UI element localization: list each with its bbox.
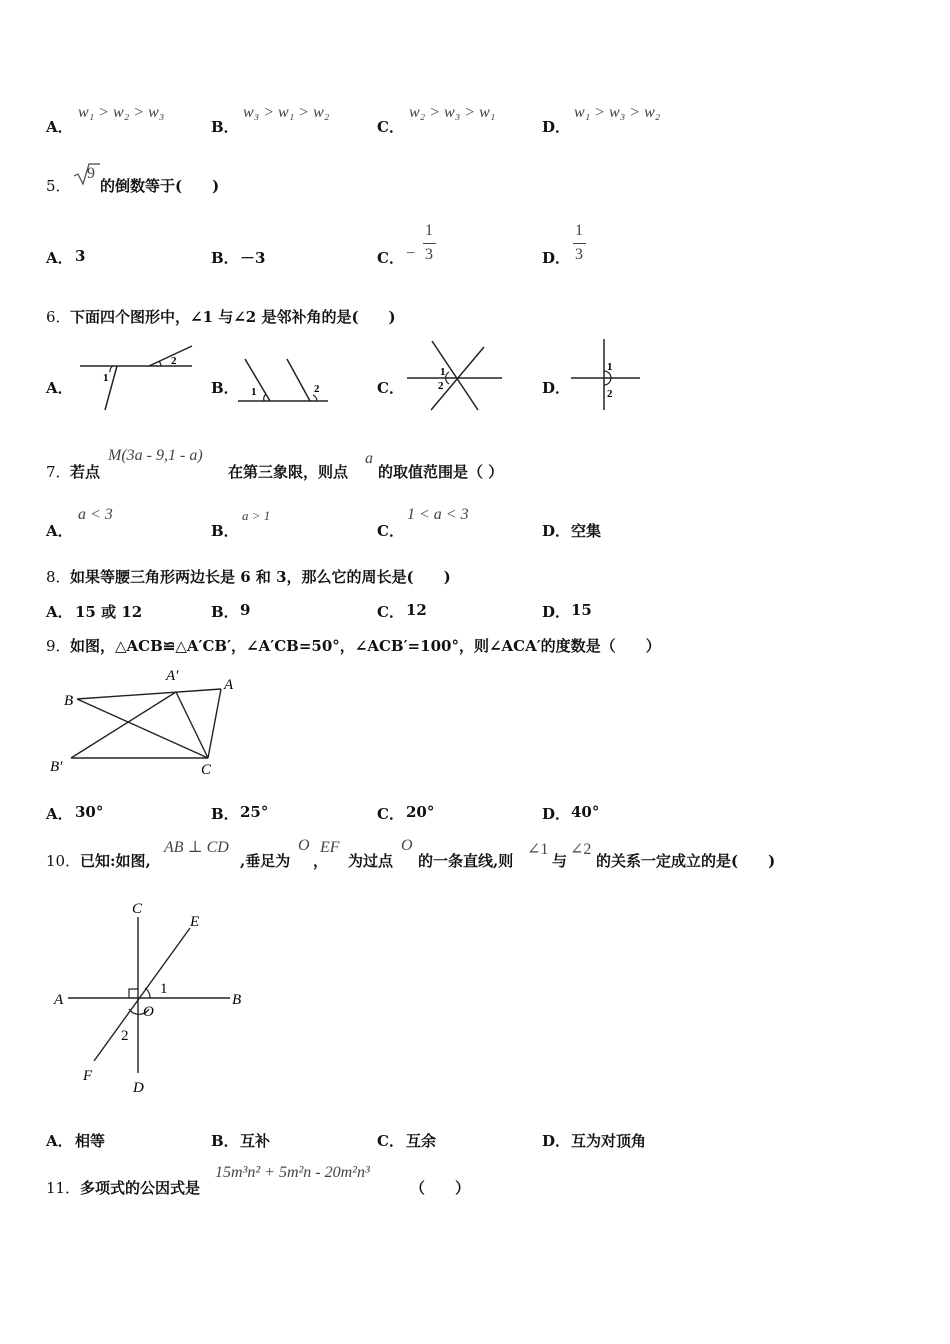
fig-a-label-2: 2 [171, 355, 177, 367]
q5-radicand: 9 [87, 165, 95, 182]
q8-option-c-letter: C． [377, 603, 404, 621]
q8-option-c-value: 12 [406, 601, 427, 619]
q7-var: a [365, 450, 373, 467]
q7-option-c-letter: C． [377, 522, 404, 540]
q7-point-expr: M(3a - 9,1 - a) [108, 447, 203, 464]
q10-text-4: 与 [552, 852, 568, 870]
fig-label-D: D [133, 1080, 144, 1096]
q4-option-c-letter: C． [377, 118, 404, 136]
q5-option-c-sign: − [406, 245, 416, 262]
q10-option-c-letter: C． [377, 1132, 404, 1150]
q9-option-b-value: 25° [240, 803, 269, 821]
q5-option-a-letter: A． [46, 249, 73, 267]
q9-option-c-value: 20° [406, 803, 435, 821]
fig-label-F: F [83, 1068, 93, 1084]
q9-option-d-letter: D． [542, 805, 571, 823]
q7-middle: 在第三象限，则点 [228, 463, 349, 481]
q8-option-a-value: 15 或 12 [75, 603, 143, 621]
q10-text-1: ,垂足为 [240, 852, 291, 870]
fig-d-label-1: 1 [607, 361, 613, 373]
q5-option-c-letter: C． [377, 249, 404, 267]
q4-option-a-expr: w₁ > w₂ > w₃ [78, 104, 165, 121]
q7-option-d-value: 空集 [571, 522, 602, 540]
q10-option-b-letter: B． [211, 1132, 239, 1150]
q7-option-a-letter: A． [46, 522, 73, 540]
q6-figure-a [75, 340, 195, 415]
q10-perpendicular-figure [50, 895, 260, 1100]
q8-option-b-letter: B． [211, 603, 239, 621]
q10-text-2: 为过点 [348, 852, 394, 870]
q9-option-a-value: 30° [75, 803, 104, 821]
fraction-bar [423, 243, 436, 244]
q8-option-d-value: 15 [571, 601, 592, 619]
q6-figure-c [404, 338, 506, 413]
fig-label-2: 2 [121, 1028, 129, 1044]
fig-label-O: O [143, 1004, 154, 1020]
q4-option-b-expr: w₃ > w₁ > w₂ [243, 104, 330, 121]
q10-comma: ， [313, 852, 329, 870]
q11-number: 11． [46, 1179, 81, 1197]
q5-option-b-value: －3 [240, 249, 266, 267]
q10-angle-2: ∠2 [570, 841, 592, 858]
q10-number: 10． [46, 852, 81, 870]
q10-option-d-value: 互为对顶角 [571, 1132, 647, 1150]
q7-prefix: 若点 [70, 463, 101, 481]
q10-angle-1: ∠1 [527, 841, 549, 858]
q5-option-d-numerator: 1 [575, 222, 583, 239]
q9-triangle-figure [45, 662, 250, 782]
q5-option-a-value: 3 [75, 247, 86, 265]
q8-number: 8． [46, 568, 71, 586]
q6-number: 6． [46, 308, 71, 326]
q5-number: 5． [46, 177, 71, 195]
q8-option-d-letter: D． [542, 603, 571, 621]
q7-option-a-expr: a < 3 [78, 506, 113, 523]
q8-option-b-value: 9 [240, 601, 251, 619]
q10-point-o-1: O [298, 837, 310, 854]
fig-c-label-2: 2 [438, 380, 444, 392]
q11-text: 多项式的公因式是 [80, 1179, 201, 1197]
fig-label-A: A [224, 677, 234, 693]
q6-option-d-letter: D． [542, 379, 571, 397]
q7-number: 7． [46, 463, 71, 481]
q9-option-d-value: 40° [571, 803, 600, 821]
q7-option-b-letter: B． [211, 522, 239, 540]
q7-option-c-expr: 1 < a < 3 [407, 506, 469, 523]
fig-a-label-1: 1 [103, 372, 109, 384]
q5-option-c-numerator: 1 [425, 222, 433, 239]
fig-label-B: B [64, 693, 74, 709]
fraction-bar [573, 243, 586, 244]
q9-option-b-letter: B． [211, 805, 239, 823]
fig-label-A: A [54, 992, 64, 1008]
q5-option-d-letter: D． [542, 249, 571, 267]
q10-option-a-letter: A． [46, 1132, 73, 1150]
q5-option-d-denominator: 3 [575, 246, 583, 263]
q11-suffix: （ ） [410, 1179, 471, 1197]
q6-option-a-letter: A． [46, 379, 73, 397]
q7-option-b-expr: a > 1 [242, 508, 271, 523]
q4-option-d-expr: w₁ > w₃ > w₂ [574, 104, 661, 121]
q9-number: 9． [46, 637, 71, 655]
q10-option-c-value: 互余 [406, 1132, 437, 1150]
q7-option-d-letter: D． [542, 522, 571, 540]
q4-option-a-letter: A． [46, 118, 73, 136]
q10-text-5: 的关系一定成立的是( ) [596, 852, 776, 870]
fig-label-C: C [201, 762, 212, 778]
q10-option-a-value: 相等 [75, 1132, 106, 1150]
q11-polynomial: 15m³n² + 5m²n - 20m²n³ [215, 1164, 370, 1181]
fig-label-C: C [132, 901, 143, 917]
fig-d-label-2: 2 [607, 388, 613, 400]
q10-point-o-2: O [401, 837, 413, 854]
q8-option-a-letter: A． [46, 603, 73, 621]
q8-text: 如果等腰三角形两边长是 6 和 3，那么它的周长是( ) [70, 568, 451, 586]
fig-b-label-2: 2 [314, 383, 320, 395]
q10-line-ef: EF [320, 839, 340, 856]
q9-option-c-letter: C． [377, 805, 404, 823]
fig-label-A-prime: A′ [166, 668, 179, 684]
q7-suffix: 的取值范围是（ ） [378, 463, 504, 481]
q9-option-a-letter: A． [46, 805, 73, 823]
q10-text-3: 的一条直线,则 [418, 852, 514, 870]
q6-option-c-letter: C． [377, 379, 404, 397]
fig-b-label-1: 1 [251, 386, 257, 398]
q4-option-c-expr: w₂ > w₃ > w₁ [409, 104, 496, 121]
fig-label-1: 1 [160, 981, 168, 997]
q5-text: 的倒数等于( ) [100, 177, 220, 195]
q4-option-b-letter: B． [211, 118, 239, 136]
q5-option-c-denominator: 3 [425, 246, 433, 263]
fig-label-E: E [190, 914, 200, 930]
q4-option-d-letter: D． [542, 118, 571, 136]
fig-label-B-prime: B′ [50, 759, 63, 775]
q10-prefix: 已知:如图, [80, 852, 151, 870]
q5-option-b-letter: B． [211, 249, 239, 267]
q10-perp-expr: AB ⊥ CD [164, 839, 229, 856]
q10-option-b-value: 互补 [240, 1132, 271, 1150]
q9-text: 如图，△ACB≌△A′CB′，∠A′CB=50°，∠ACB′=100°，则∠ACA′的度数是（ ） [70, 637, 661, 655]
fig-c-label-1: 1 [440, 366, 446, 378]
q6-option-b-letter: B． [211, 379, 239, 397]
q6-figure-d [568, 337, 644, 413]
fig-label-B: B [232, 992, 242, 1008]
q10-option-d-letter: D． [542, 1132, 571, 1150]
q6-figure-b [235, 355, 335, 410]
q6-text: 下面四个图形中，∠1 与∠2 是邻补角的是( ) [70, 308, 396, 326]
